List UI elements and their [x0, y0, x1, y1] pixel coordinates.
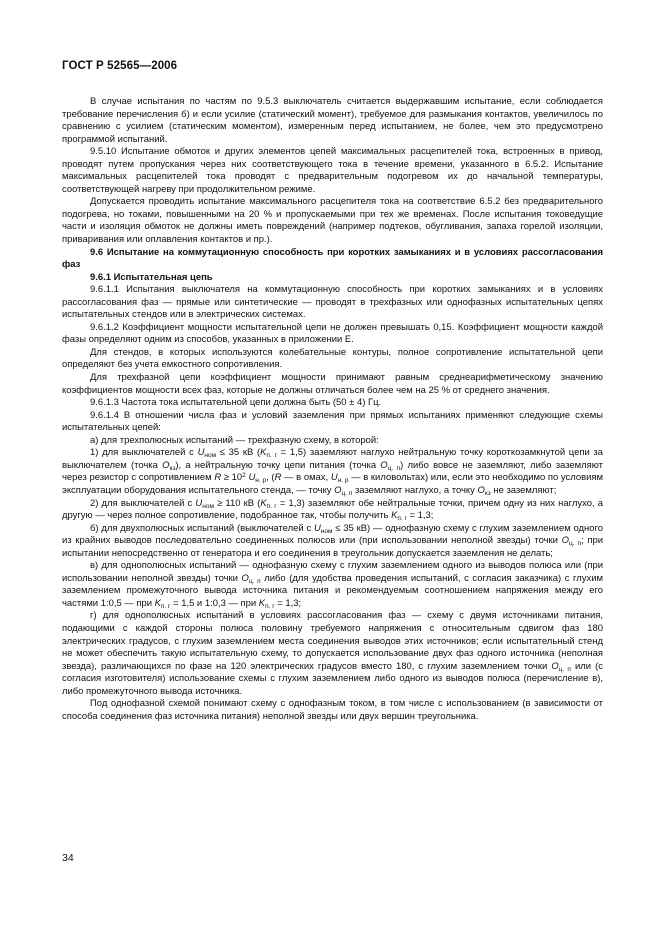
- subscript: кз: [484, 489, 491, 497]
- subsection-heading: 9.6.1 Испытательная цепь: [90, 271, 213, 283]
- subscript: ц. п: [248, 577, 261, 585]
- paragraph-rich: 2) для выключателей с $U_{ном} \ge 110$ кВ $(K_{п. г} = 1,3)$ заземляют обе нейтральные точки, причем одну из них наглухо, а другую — через полное сопротивление, подобранное так, чтобы получить $K_{п. г} = 1,3$;: [62, 497, 603, 523]
- subscript: п. г: [266, 502, 277, 510]
- symbol: U: [197, 447, 205, 459]
- subscript: н. р: [255, 477, 267, 485]
- paragraph: 9.5.10 Испытание обмоток и других элементов цепей максимальных расцепителей тока, встроенных в привод, проводят путем пропускания через них соответствующего тока в течение времени, указанного в 6.5.2. Испытание максимальных расцепителей тока проводят с предварительным подогревом их до начальной температуры, соответствующей нагреву при продолжительном режиме.: [62, 146, 603, 195]
- symbol: U: [248, 472, 256, 484]
- paragraph: Для трехфазной цепи коэффициент мощности принимают равным среднеарифметическому значению коэффициентов мощности всех фаз, которые не должны отличаться более чем на 25 % от среднего значения.: [62, 372, 603, 396]
- paragraph: а) для трехполюсных испытаний — трехфазную схему, в которой:: [90, 434, 379, 446]
- subscript: ц. п: [558, 665, 571, 673]
- paragraph: 9.6.1.3 Частота тока испытательной цепи должна быть (50 ± 4) Гц.: [90, 397, 382, 409]
- symbol: R: [274, 472, 282, 484]
- subscript: ном: [320, 527, 333, 535]
- paragraph-rich: б) для двухполюсных испытаний (выключателей с $U_{ном} \le 35$ кВ) — однофазную схему с глухим заземлением одного из крайних выводов последовательно соединенных полюсов или (при использовании неполной звезды) точки $О_{ц. п}$; при испытании непосредственно от генератора и его соединения в треугольник допускается заземления не делать;: [62, 522, 603, 559]
- subscript: ц. п: [341, 489, 353, 497]
- subscript: п. г: [266, 452, 277, 460]
- subscript: ном: [202, 502, 214, 510]
- subscript: п. г: [265, 602, 275, 610]
- paragraph-rich: 1) для выключателей с $U_{ном} \le 35$ кВ $(K_{п. г} = 1,5)$ заземляют наглухо нейтральную точку короткозамкнутой цепи за выключателем (точка $О_{кз}$), а нейтральную точку цепи питания (точка $О_{ц. п}$) либо вовсе не заземляют, либо заземляют через резистор с сопротивлением $R \ge 10^2$ $U_{н. р}$, (R — в омах, $U_{н. р}$ — в киловольтах) или, если это необходимо по условиям эксплуатации оборудования испытательного стенда, — точку $О_{ц. п}$ заземляют наглухо, а точку $О_{кз}$ не заземляют;: [62, 447, 604, 497]
- paragraph-rich: в) для однополюсных испытаний — однофазную схему с глухим заземлением одного из выводов полюса или (при использовании неполной звезды) точки $О_{ц. п}$ либо (для удобства проведения испытаний, с согласия заказчика) с глухим заземлением промежуточного вывода источника питания и рекомендуемым соотношением напряжения между его частями 1:0,5 — при $K_{п. г} = 1,5$ и 1:0,3 — при $K_{п. г} = 1,3$;: [62, 560, 603, 610]
- subscript: п. г: [160, 602, 171, 610]
- symbol: О: [551, 660, 559, 672]
- subscript: ц. п: [569, 540, 581, 548]
- paragraph: 9.6.1.1 Испытания выключателя на коммутационную способность при коротких замыканиях и в условиях рассогласования фаз — прямые или синтетические — проводят в трехфазных или однофазных испытательных цепях испытательных стендов или в электрических системах.: [62, 284, 603, 321]
- symbol: О: [241, 572, 249, 584]
- symbol: О: [477, 484, 485, 496]
- document-body: [62, 96, 603, 723]
- paragraph: 9.6.1.2 Коэффициент мощности испытательной цепи не должен превышать 0,15. Коэффициент мощности каждой фазы определяют одним из способов, указанных в приложении Е.: [62, 321, 603, 346]
- paragraph: 9.6.1.4 В отношении числа фаз и условий заземления при прямых испытаниях применяют следующие схемы испытательных цепей:: [62, 409, 603, 434]
- subscript: ц. п: [387, 464, 401, 472]
- paragraph: Допускается проводить испытание максимального расцепителя тока на соответствие 6.5.2 без предварительного подогрева, но токами, повышенными на 20 % и пропускаемыми при тех же временах. После испытания токоведущие части и изоляция обмоток не должны иметь повреждений (например подтеков, обугливания, запаха горелой изоляции, приваривания или оплавления контактов и пр.).: [62, 196, 603, 246]
- symbol: О: [162, 459, 170, 471]
- subscript: ном: [204, 452, 217, 460]
- symbol: K: [391, 510, 398, 522]
- symbol: K: [260, 497, 267, 509]
- subscript: н. р: [337, 477, 349, 485]
- paragraph-rich: г) для однополюсных испытаний в условиях рассогласования фаз — схему с двумя источниками питания, подающими с каждой стороны полюса половину требуемого напряжения с относительным сдвигом фаз 180 электрических градусов, с глухим заземлением места соединения выводов этих источников; если испытательный стенд не может обеспечить такую испытательную схему, то допускается использование двух фаз одного источника (неполная звезда), различающихся по фазе на 120 электрических градусов вместо 180, с глухим заземлением точки $О_{ц. п}$ или (с согласия изготовителя) использование схемы с глухим заземлением либо одного из выводов полюса (перечисление в), либо промежуточного вывода источника.: [62, 610, 604, 697]
- symbol: R: [214, 472, 222, 484]
- symbol: U: [313, 522, 321, 534]
- symbol: K: [260, 447, 267, 459]
- subscript: кз: [169, 464, 176, 472]
- symbol: U: [195, 497, 203, 509]
- symbol: О: [561, 535, 570, 547]
- superscript: 2: [242, 472, 246, 480]
- symbol: U: [330, 472, 338, 484]
- paragraph: Для стендов, в которых используются колебательные контуры, полное сопротивление испытательной цепи определяют без учета емкостного сопротивления.: [62, 346, 603, 371]
- symbol: О: [380, 459, 388, 471]
- page-number: 34: [62, 852, 74, 864]
- page-header: ГОСТ Р 52565—2006: [62, 60, 178, 72]
- symbol: K: [258, 597, 266, 609]
- subscript: п. г: [397, 515, 407, 523]
- symbol: K: [154, 597, 161, 609]
- section-heading: 9.6 Испытание на коммутационную способность при коротких замыканиях и в условиях рассогласования фаз: [62, 246, 603, 271]
- paragraph: В случае испытания по частям по 9.5.3 выключатель считается выдержавшим испытание, если соблюдается требование перечисления б) и если усилие (статический момент), требуемое для размыкания контактов, увеличилось по сравнению с усилием (статическим моментом), измеренным перед испытанием, не более, чем это предусмотрено программой испытаний.: [62, 96, 603, 145]
- paragraph: Под однофазной схемой понимают схему с однофазным током, в том числе с использованием (в зависимости от способа соединения фаз источника питания) неполной звезды или двух вершин треугольника.: [62, 698, 603, 722]
- symbol: О: [334, 484, 342, 496]
